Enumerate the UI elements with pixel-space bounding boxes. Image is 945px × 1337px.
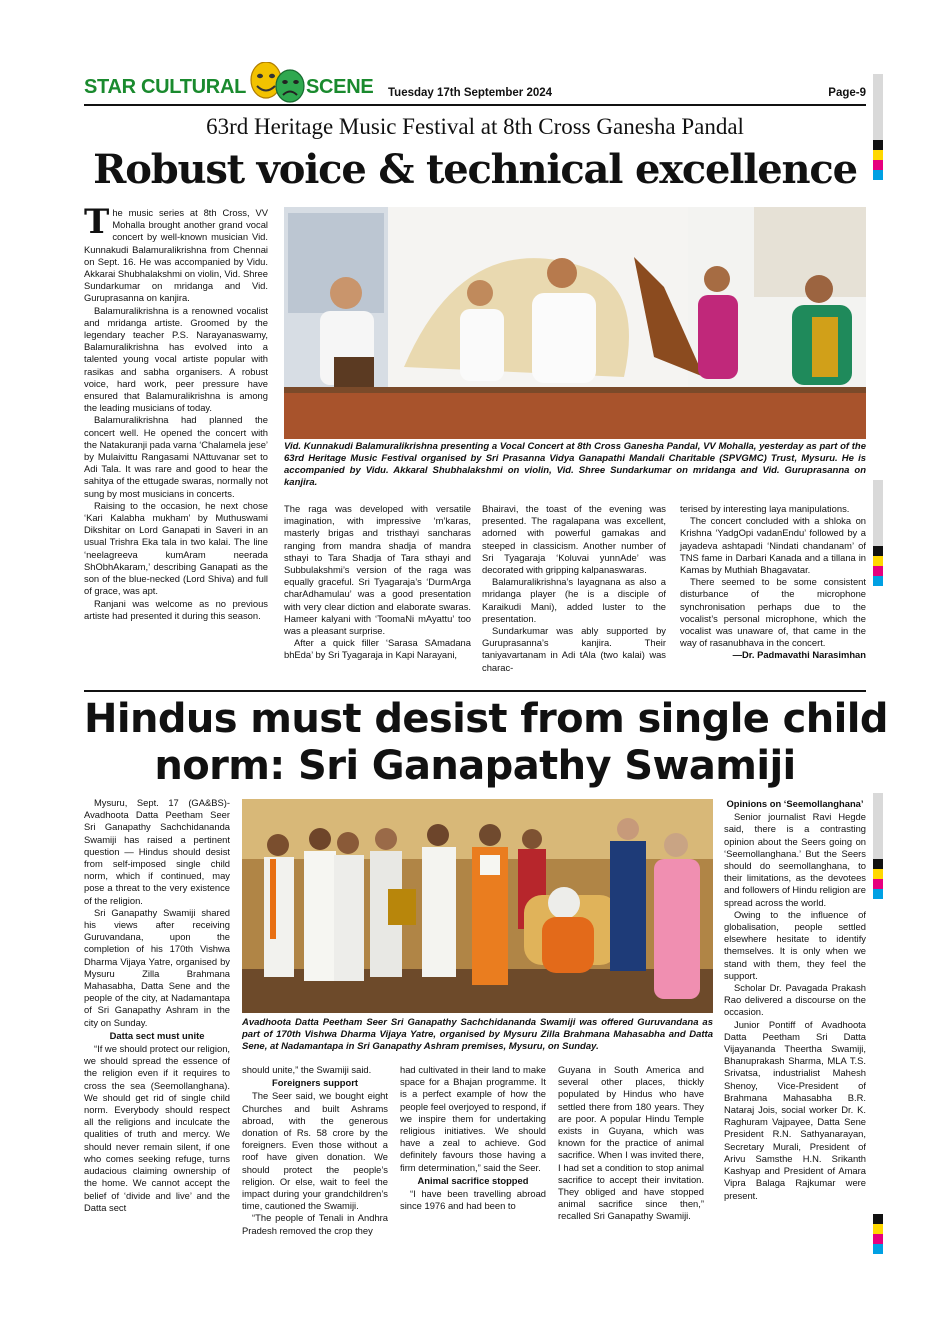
section-title-right: SCENE <box>306 76 374 98</box>
article2-headline-line1: Hindus must desist from single child <box>84 696 888 742</box>
page-number: Page-9 <box>828 87 866 99</box>
paragraph: After a quick filler ‘Sarasa SAmadana bhEda’ by Sri Tyagaraja in Kapi Narayani, <box>284 637 471 661</box>
paragraph: Balamuralikrishna had planned the concert well. He opened the concert with the Natakuranji pada varna ‘Chalamela jese’ by Mulaivittu Rangasami NAttuvanar set to Adi Tala. It was rare and good to hear the sahitya of the ettugade swaras, normally not sung by most musicians in concerts. <box>84 414 268 499</box>
paragraph: Guyana in South America and several other places, thickly populated by Hindus who have settled there from 180 years. They are poor. A popular Hindu Temple exists in Guyana, which was known for the practice of animal sacrifice. When I was invited there, I had set a condition to stop animal sacrifice to accept their invitation. They obliged and have stopped animal sacrifice since then,” recalled Sri Ganapathy Swamiji. <box>558 1064 704 1222</box>
paragraph: Junior Pontiff of Avadhoota Datta Peetham Sri Datta Vijayananda Theertha Swamiji, Bhanuprakash Sharma, MLA T.S. Srivatsa, industrialist Mahesh Shenoy, Vice-President of Brahmana Mahasabha B.R. Nataraj Jois, social worker Dr. K. Raghuram Vajpayee, Datta Sene President R.N. Sathyanarayan, Secretary Murali, President of Arivu Samsthe H.N. Srikanth Kashyap and President of Amara Vipra Balaga Rajkumar were present. <box>724 1018 866 1201</box>
paragraph: Scholar Dr. Pavagada Prakash Rao delivered a discourse on the occasion. <box>724 982 866 1018</box>
paragraph: Sri Ganapathy Swamiji shared his views after receiving Guruvandana, upon the completion of his 170th Vishwa Dharma Vijaya Yatre, organised by Mysuru Zilla Brahmana Mahasabha, Datta Sene and the people of the city, at Nadamantapa of Sri Ganapathy Ashram in the city on Sunday. <box>84 906 230 1028</box>
byline: —Dr. Padmavathi Narasimhan <box>732 649 866 661</box>
article1-headline: Robust voice & technical excellence <box>93 146 857 193</box>
paragraph: The Seer said, we bought eight Churches and built Ashrams abroad, with the generous donation of Rs. 58 crore by the foreigners. Even those without a roof have given donation. We should protect the people’s religion. Or else, wait to feel the impact during your grandchildren’s time, cautioned the Swamiji. <box>242 1090 388 1212</box>
paragraph: Mysuru, Sept. 17 (GA&BS)- Avadhoota Datta Peetham Seer Sri Ganapathy Sachchidananda Swamiji has raised a pertinent question — Hindus should desist from self-imposed single child norm, which if continued, may pose a threat to the very existence of the religion. <box>84 797 230 906</box>
paragraph: Senior journalist Ravi Hegde said, there is a contrasting opinion about the Seers going on ‘Seemollanghana.’ But the Seers should do seemollanghana, to their limitations, as the devotees and followers of Hindu religion are spread across the world. <box>724 811 866 908</box>
color-registration-bar <box>873 793 883 899</box>
paragraph: Balamuralikrishna’s layagnana as also a mridanga player (he is a disciple of Karaikudi Mani), added luster to the presentation. <box>482 576 666 624</box>
article2-headline-line2: norm: Sri Ganapathy Swamiji <box>154 743 796 789</box>
article1-kicker: 63rd Heritage Music Festival at 8th Cross Ganesha Pandal <box>206 114 744 139</box>
theatre-masks-icon <box>244 62 314 104</box>
guruvandana-photo-caption: Avadhoota Datta Peetham Seer Sri Ganapathy Sachchidananda Swamiji was offered Guruvandana as part of 170th Vishwa Dharma Vijaya Yatre, organised by Mysuru Zilla Brahmana Mahasabha and Datta Sene, at Nadamantapa in Sri Ganapathy Ashram premises, Mysuru, on Sunday. <box>242 1017 713 1052</box>
issue-date: Tuesday 17th September 2024 <box>388 87 553 99</box>
paragraph: terised by interesting laya manipulations. <box>680 503 850 514</box>
paragraph: The concert concluded with a shloka on Krishna ‘YadgOpi vadanEndu’ followed by a jayadeva ashtapadi ‘Nindati chandanam’ of TNS fame in Darbari Kanada and a tillana in Kamas by Muthiah Bhagavatar. <box>680 515 866 576</box>
paragraph: Owing to the influence of globalisation, people settled elsewhere hesitate to identify themselves. It is only when we stand with them, they feel the support. <box>724 908 866 981</box>
subhead: Animal sacrifice stopped <box>417 1174 529 1186</box>
color-registration-bar <box>873 74 883 180</box>
paragraph: There seemed to be some consistent disturbance of the microphone synchronisation perhaps due to the vocalist’s personal microphone, which the vocalist was unaware of, that came in the way of rasanubhava in the concert. <box>680 576 866 649</box>
paragraph: Ranjani was welcome as no previous artiste had presented it during this season. <box>84 597 268 621</box>
paragraph: Raising to the occasion, he next chose ‘Kari Kalabha mukham’ by Muthuswami Dikshitar on Lord Ganapati in Saveri in an usual Trishra Eka tala in two kalai. The line ‘neelagreeva kumAram neerada ShObhAkaram,’ describing Ganapati as the son of the blue-necked (Lord Shiva) and full of grace, was apt. <box>84 499 268 597</box>
color-registration-bar <box>873 480 883 586</box>
article1-column-3 <box>482 503 666 674</box>
masthead <box>84 74 866 106</box>
paragraph: he music series at 8th Cross, VV Mohalla brought another grand vocal concert by well-known musician Vid. Kunnakudi Balamuralikrishna from Chennai on Sept. 16. He was accompanied by Vidu. Akkarai Shubhalakshmi on violin, Vid. Shree Sundarkumar on mridanga and Vid. Guruprasanna on kanjira. <box>84 207 268 304</box>
article2-column-3 <box>400 1064 546 1212</box>
article2-column-2 <box>242 1064 388 1237</box>
paragraph: Bhairavi, the toast of the evening was presented. The ragalapana was excellent, adorned with powerful gamakas and steeped in classicism. Another number of Sri Tyagaraja ‘Koluvai yunnAde’ was decorated with gripping kalpanaswaras. <box>482 503 666 576</box>
paragraph: Sundarkumar was ably supported by Guruprasanna’s kanjira. Their taniyavartanam in Adi tAla (two kalai) was charac- <box>482 625 666 673</box>
paragraph: had cultivated in their land to make space for a Bhajan programme. It is a perfect example of how the people feel overjoyed to respond, if we inspire them for undertaking religious initiatives. We should have a zeal to achieve. God definitely favours those having a firm determination,” said the Seer. <box>400 1064 546 1173</box>
dropcap: T <box>84 202 110 242</box>
masthead-rule <box>84 104 866 106</box>
article1-column-2 <box>284 503 471 662</box>
paragraph: Balamuralikrishna is a renowned vocalist and mridanga artiste. Groomed by the legendary teacher P.S. Narayanaswamy, Balamuralikrishna has evolved into a talented young vocal artiste popular with rasikas and sabha organisers. A robust voice, hard work, peer pressure have ensured that Balamuralikrishna is among the leading musicians of today. <box>84 304 268 414</box>
guruvandana-photo <box>242 799 713 1013</box>
paragraph: “I have been travelling abroad since 1976 and had been to <box>400 1188 546 1212</box>
article2-left-column <box>84 797 230 1214</box>
paragraph: The raga was developed with versatile imagination, with impressive ‘m’karas, masterly brigas and tristhayi sancharas ranging from mandra shadja of mandra sthayi to Tara Shadja of Tara sthayi and Subbulakshmi’s version of the raga was equally graceful. Sri Tyagaraja’s ‘DurmArga charAdhamulau’ was a good presentation with very clear diction and elaborate swaras. Hameer kalyani with ‘ToomaNi mAyattu’ too was a pleasant surprise. <box>284 503 471 637</box>
article2-column-4 <box>558 1064 704 1223</box>
paragraph: “The people of Tenali in Andhra Pradesh removed the crop they <box>242 1212 388 1236</box>
article-divider <box>84 690 866 692</box>
article1-column-1 <box>84 202 268 622</box>
article1-column-4 <box>680 503 866 662</box>
subhead: Foreigners support <box>272 1077 358 1089</box>
concert-photo-caption: Vid. Kunnakudi Balamuralikrishna presenting a Vocal Concert at 8th Cross Ganesha Pandal, VV Mohalla, yesterday as part of the 63rd Heritage Music Festival organised by Sri Prasanna Vidya Ganapathi Mandali Charitable (SPVGMC) Trust, Mysuru. He is accompanied by Vidu. Akkaral Shubhalakshmi on violin, Vid. Shree Sundarkumar on mridanga and Vid. Guruprasanna on kanjira. <box>284 441 866 488</box>
paragraph: should unite,” the Swamiji said. <box>242 1064 372 1075</box>
article2-right-column <box>724 797 866 1202</box>
section-title-left: STAR CULTURAL <box>84 76 246 98</box>
color-registration-bar <box>873 1214 883 1254</box>
subhead: Opinions on ‘Seemollanghana’ <box>726 798 864 809</box>
subhead: Datta sect must unite <box>109 1029 205 1041</box>
concert-photo <box>284 207 866 439</box>
paragraph: “If we should protect our religion, we should spread the essence of the religion even if it requires to cross the sea (Seemollanghana). We should get rid of single child norm. Everybody should respect all the religions and inculcate the qualities of truth and mercy. We should never remain silent, if one who comes seeking refuge, turns audacious claiming ownership of the home. We cannot accept the belief of ‘divide and live’ and the Datta sect <box>84 1043 231 1213</box>
